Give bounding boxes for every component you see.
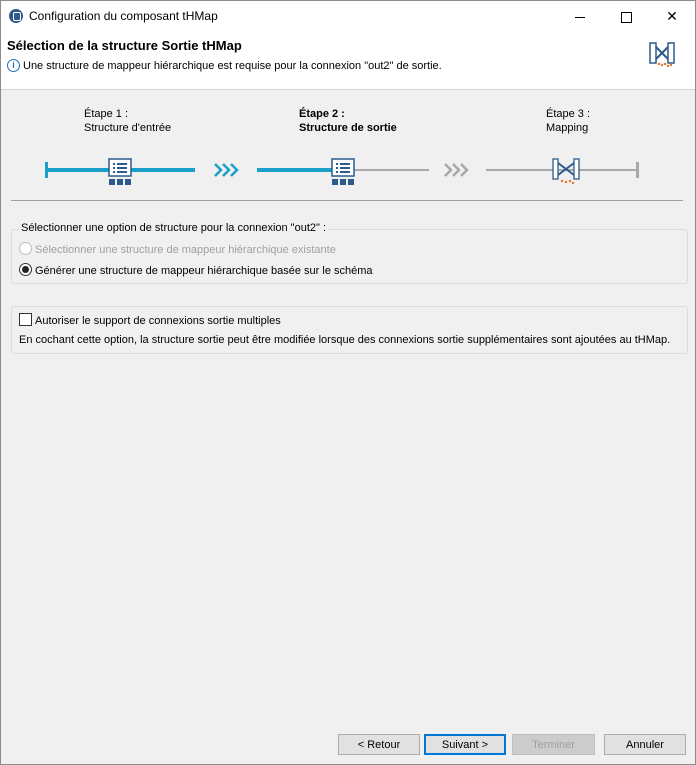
next-button[interactable]: Suivant > [424,734,506,755]
chevron-inactive-icon [445,164,467,176]
step-1-name: Structure d'entrée [84,122,172,134]
step-2-label [299,107,397,135]
pipeline-segment-3 [486,169,638,171]
info-icon: i [7,59,20,72]
maximize-button[interactable] [603,1,649,31]
step-1-number: Étape 1 : [84,108,129,120]
app-icon [9,9,23,23]
structure-option-title: Sélectionner une option de structure pour la connexion "out2" : [21,222,327,234]
close-button[interactable] [649,1,695,31]
close-icon: ✕ [666,8,678,24]
title-bar [1,1,695,31]
step-2-number: Étape 2 : [299,108,345,120]
radio-select-existing[interactable] [19,242,336,256]
step-3-mapping-icon [553,159,579,184]
pipeline-segment-2 [257,168,337,172]
step-3-label [546,107,590,135]
pipeline-end-cap [636,162,639,178]
step-1-label [84,107,171,135]
separator [11,200,683,201]
finish-button[interactable]: Terminer [512,734,595,755]
step-2-name: Structure de sortie [299,122,397,134]
page-title: Sélection de la structure Sortie tHMap [7,38,242,53]
radio-generate-from-schema-label: Générer une structure de mappeur hiérarchique basée sur le schéma [35,265,373,277]
maximize-icon [621,12,632,23]
radio-generate-from-schema[interactable] [19,263,373,277]
radio-select-existing-indicator[interactable] [19,242,32,255]
multiple-connections-checkbox-box[interactable] [19,313,32,326]
step-2-structure-icon [332,159,354,185]
thmap-logo-icon [647,39,677,69]
wizard-header [1,31,695,90]
radio-generate-from-schema-indicator[interactable] [19,263,32,276]
back-button[interactable]: < Retour [338,734,420,755]
step-1-structure-icon [109,159,131,185]
window-title: Configuration du composant tHMap [29,9,218,23]
minimize-button[interactable] [557,1,603,31]
multiple-connections-checkbox[interactable] [19,313,281,327]
minimize-icon [575,17,585,18]
chevron-active-icon [215,164,237,176]
multiple-connections-label: Autoriser le support de connexions sortie multiples [35,315,281,327]
radio-select-existing-label: Sélectionner une structure de mappeur hiérarchique existante [35,244,336,256]
step-3-number: Étape 3 : [546,108,591,120]
multiple-connections-description: En cochant cette option, la structure sortie peut être modifiée lorsque des connexions sortie supplémentaires sont ajoutées au tHMap. [19,334,671,346]
cancel-button[interactable]: Annuler [604,734,686,755]
step-3-name: Mapping [546,122,589,134]
header-message: Une structure de mappeur hiérarchique est requise pour la connexion "out2" de sortie. [23,60,442,72]
wizard-progress-pipeline [41,151,646,191]
